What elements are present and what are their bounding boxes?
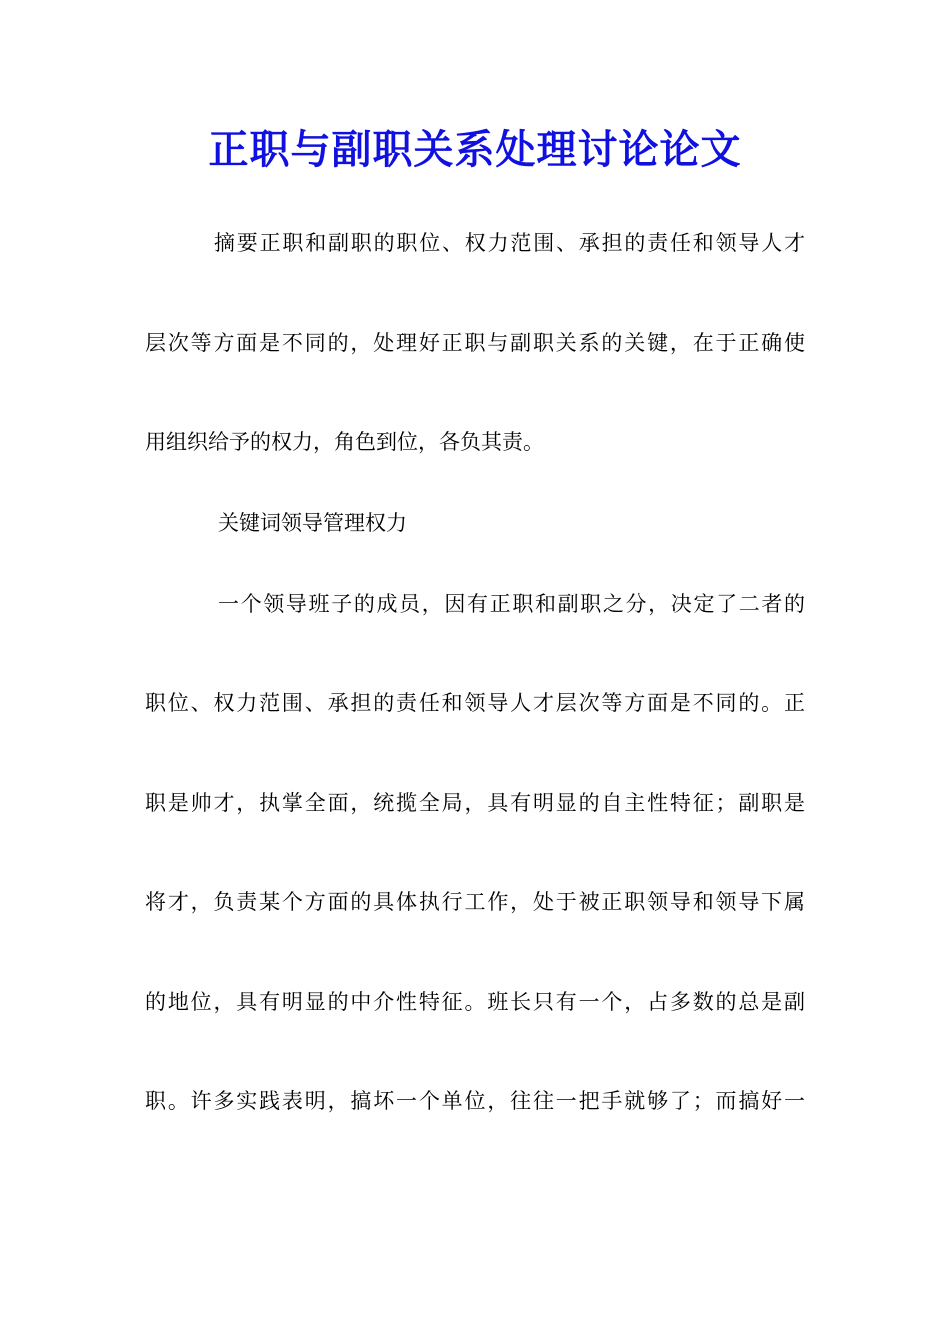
document-title: 正职与副职关系处理讨论论文 xyxy=(208,126,742,173)
body-line: 职位、权力范围、承担的责任和领导人才层次等方面是不同的。正 xyxy=(145,691,805,715)
body-line: 职是帅才，执掌全面，统揽全局，具有明显的自主性特征；副职是 xyxy=(145,791,805,815)
keywords-line: 关键词领导管理权力 xyxy=(218,511,407,535)
abstract-line: 摘要正职和副职的职位、权力范围、承担的责任和领导人才 xyxy=(214,231,805,255)
body-line: 一个领导班子的成员，因有正职和副职之分，决定了二者的 xyxy=(218,592,805,616)
abstract-line: 用组织给予的权力，角色到位，各负其责。 xyxy=(145,430,544,454)
abstract-line: 层次等方面是不同的，处理好正职与副职关系的关键，在于正确使 xyxy=(145,331,805,355)
body-line: 职。许多实践表明，搞坏一个单位，往往一把手就够了；而搞好一 xyxy=(145,1089,805,1113)
body-line: 将才，负责某个方面的具体执行工作，处于被正职领导和领导下属 xyxy=(145,890,805,914)
body-line: 的地位，具有明显的中介性特征。班长只有一个，占多数的总是副 xyxy=(145,990,805,1014)
